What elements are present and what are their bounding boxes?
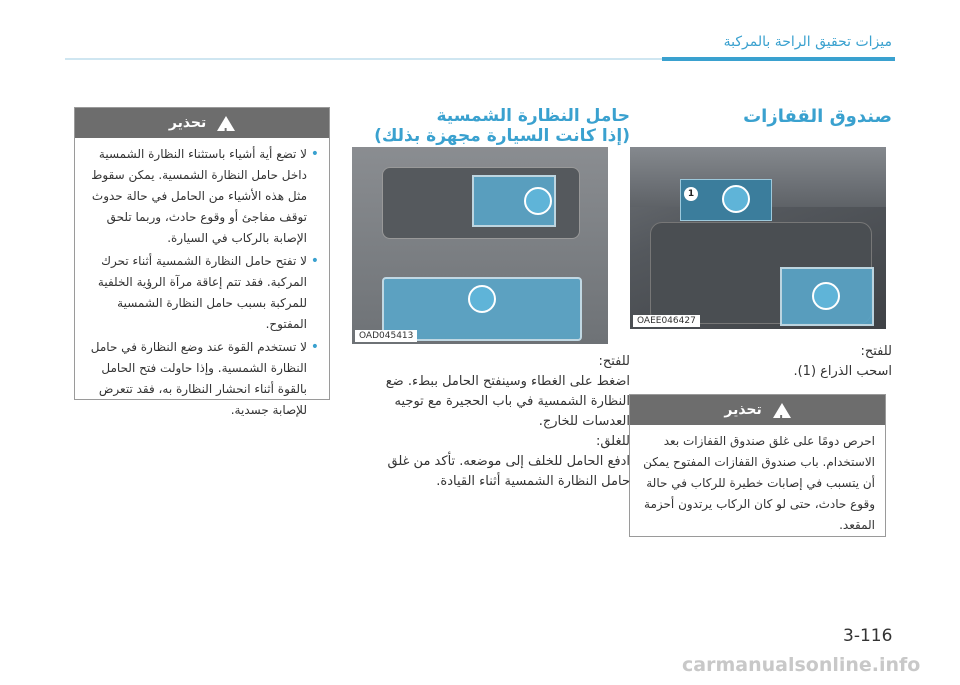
sunglass-holder-photo: [352, 147, 608, 344]
warning-triangle-icon: [217, 116, 235, 131]
sunglass-holder-instructions: [374, 352, 630, 492]
glove-box-warning: [629, 394, 886, 537]
glove-box-heading: صندوق القفازات: [743, 106, 892, 127]
warning-header: [75, 108, 329, 138]
close-heading: للغلق:: [595, 434, 630, 449]
close-text: ادفع الحامل للخلف إلى موضعه. تأكد من غلق حامل النظارة الشمسية أثناء القيادة.: [387, 454, 630, 489]
warning-title: تحذير: [168, 115, 207, 131]
warning-text: احرص دومًا على غلق صندوق القفازات بعد الاستخدام. باب صندوق القفازات المفتوح يمكن أن يتسبب في إصابات خطيرة للركاب في حالة وقوع حادث، حتى لو كان الركاب يرتدون أحزمة المقعد.: [643, 434, 875, 532]
open-heading: للفتح:: [860, 344, 892, 359]
arrow-down-icon: [812, 282, 840, 310]
sunglass-holder-warning: [74, 107, 330, 417]
arrow-callout-icon: [722, 185, 750, 213]
warning-header: [630, 395, 885, 425]
warning-item: • لا تفتح حامل النظارة الشمسية أثناء تحرك المركبة. فقد تتم إعاقة مرآة الرؤية الخلفية للمركبة بسبب حامل النظارة الشمسية المفتوح.: [85, 251, 319, 335]
watermark: carmanualsonline.info: [682, 654, 921, 676]
image-code-label: OAEE046427: [633, 315, 700, 327]
warning-list: [85, 144, 319, 421]
warning-title: تحذير: [724, 402, 762, 418]
warning-body: [75, 138, 329, 429]
open-text: اضغط على الغطاء وسينفتح الحامل ببطء. ضع النظارة الشمسية في باب الحجيرة مع توجيه العدسات للخارج.: [385, 374, 630, 429]
open-heading: للفتح:: [598, 354, 630, 369]
warning-item: • لا تستخدم القوة عند وضع النظارة في حامل النظارة الشمسية. وإذا حاولت فتح الحامل بالقوة أثناء انحشار النظارة به، فقد تتعرض للإصابة جسدية.: [85, 337, 319, 421]
header-divider-accent: [662, 57, 895, 61]
glove-box-instructions: [642, 342, 892, 382]
arrow-up-icon: [468, 285, 496, 313]
sunglass-holder-heading: حامل النظارة الشمسية: [436, 106, 630, 126]
callout-number-badge: 1: [684, 187, 698, 201]
page-number: 3-116: [843, 626, 893, 646]
open-text: اسحب الذراع (1).: [793, 364, 892, 379]
arrow-rotate-icon: [524, 187, 552, 215]
warning-item: • لا تضع أية أشياء باستثناء النظارة الشمسية داخل حامل النظارة الشمسية. يمكن سقوط مثل هذه الأشياء من الحامل في حالة حدوث توقف مفاجئ أو وقوع حادث، وربما تلحق الإصابة بالركاب في السيارة.: [85, 144, 319, 249]
sunglass-holder-subheading: (إذا كانت السيارة مجهزة بذلك): [374, 126, 630, 146]
warning-triangle-icon: [773, 403, 791, 418]
image-code-label: OAD045413: [355, 330, 417, 342]
glove-box-photo: [630, 147, 886, 329]
running-header: ميزات تحقيق الراحة بالمركبة: [723, 34, 892, 50]
